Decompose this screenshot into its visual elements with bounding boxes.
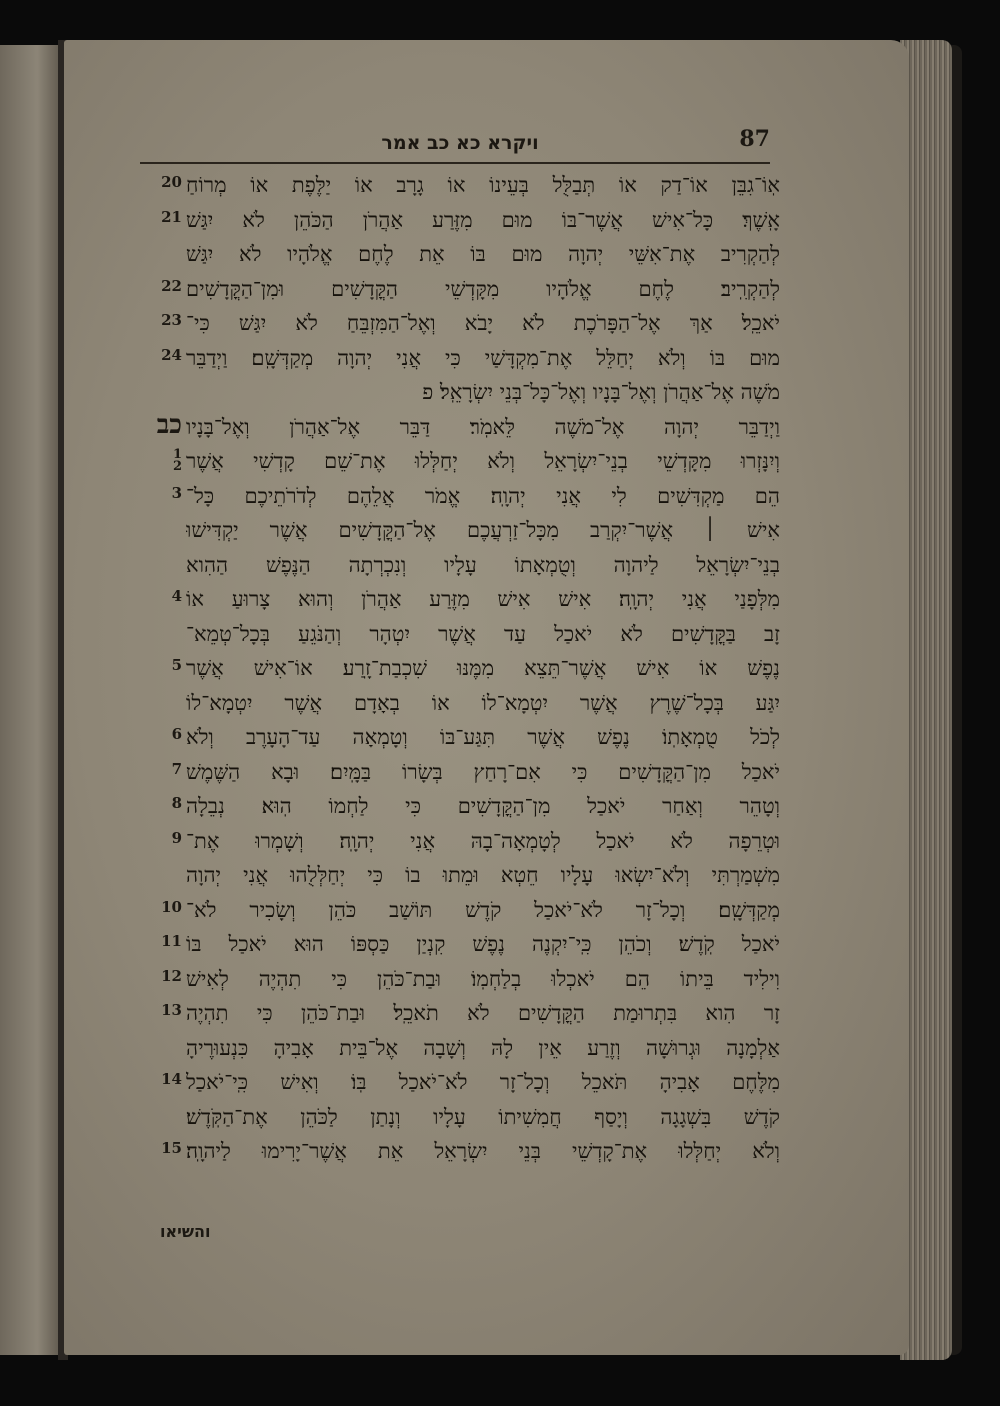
hebrew-text: וְיִנָּזְרוּ מִקָּדְשֵׁי בְנֵי־יִשְׂרָאֵל וְלֹא יְחַלְּלוּ אֶת־שֵׁם קָדְשִׁי אֲשֶׁר	[186, 449, 780, 473]
text-line	[140, 1065, 780, 1100]
verse-number: 24	[161, 345, 182, 364]
text-line	[140, 824, 780, 859]
text-line	[140, 444, 780, 479]
hebrew-text: מִלֶּחֶם אָבִיהָ תֹּאכֵל וְכָל־זָר לֹא־יֹאכַל בּֽוֹ׃ וְאִישׁ כִּֽי־יֹאכַל	[186, 1070, 780, 1094]
text-line	[140, 1134, 780, 1169]
text-line	[140, 548, 780, 583]
text-line	[140, 720, 780, 755]
text-line	[140, 306, 780, 341]
hebrew-text: יֹאכַל קֹֽדֶשׁ׃ וְכֹהֵן כִּֽי־יִקְנֶה נֶפֶשׁ קִנְיַן כַּסְפּוֹ הוּא יֹאכַל בּוֹ	[186, 932, 780, 956]
hebrew-text: וְטָהֵר וְאַחַר יֹאכַל מִן־הַקֳּדָשִׁים כִּי לַחְמוֹ הֽוּא׃ נְבֵלָה	[186, 794, 780, 818]
text-line	[140, 203, 780, 238]
hebrew-text: וַיְדַבֵּר יְהוָה אֶל־מֹשֶׁה לֵּאמֹֽר׃ דַּבֵּר אֶל־אַהֲרֹן וְאֶל־בָּנָיו	[186, 414, 780, 439]
verse-number: 14	[161, 1070, 182, 1088]
hebrew-text: וּטְרֵפָה לֹא יֹאכַל לְטָמְאָה־בָהּ אֲנִי יְהוָֽה׃ וְשָׁמְרוּ אֶת־	[186, 828, 780, 853]
verse-number: 12	[161, 966, 182, 985]
text-line	[140, 582, 780, 617]
verse-number: 5	[171, 656, 182, 674]
hebrew-text: אָֽשֶׁךְ׃ כָּל־אִישׁ אֲשֶׁר־בּוֹ מוּם מִזֶּרַע אַהֲרֹן הַכֹּהֵן לֹא יִגַּשׁ	[186, 207, 780, 232]
text-line	[140, 237, 780, 272]
hebrew-text: זָר הִוא בִּתְרוּמַת הַקֳּדָשִׁים לֹא תֹאכֵֽל׃ וּבַת־כֹּהֵן כִּי תִהְיֶה	[186, 1001, 780, 1025]
text-line	[140, 927, 780, 962]
hebrew-text: וְלֹא יְחַלְּלוּ אֶת־קָדְשֵׁי בְּנֵי יִשְׂרָאֵל אֵת אֲשֶׁר־יָרִימוּ לַיהוָֽה׃	[186, 1139, 780, 1163]
text-line	[140, 479, 780, 514]
header-rule	[140, 162, 770, 164]
verse-number: 8	[171, 794, 182, 812]
text-block	[140, 168, 780, 1169]
hebrew-text: יִגַּע בְּכָל־שֶׁרֶץ אֲשֶׁר יִטְמָא־לוֹ אוֹ בְאָדָם אֲשֶׁר יִטְמָא־לוֹ	[186, 690, 780, 715]
text-line	[140, 410, 780, 445]
hebrew-text: לְכֹל טֻמְאָתֽוֹ׃ נֶפֶשׁ אֲשֶׁר תִּגַּע־בּוֹ וְטָמְאָה עַד־הָעָרֶב וְלֹא	[186, 725, 780, 749]
hebrew-text: מוּם בּוֹ וְלֹא יְחַלֵּל אֶת־מִקְדָּשַׁי כִּי אֲנִי יְהוָה מְקַדְּשָֽׁם׃ וַיְדַבֵּר	[186, 345, 780, 370]
verse-number: 13	[161, 1001, 182, 1019]
text-line	[140, 513, 780, 548]
text-line	[140, 858, 780, 893]
page-header	[150, 126, 770, 166]
text-line	[140, 962, 780, 997]
text-line	[140, 1031, 780, 1066]
verse-number: 22	[161, 276, 182, 295]
running-head: ויקרא כא כב אמר	[381, 132, 539, 154]
verse-number: 20	[161, 173, 182, 191]
text-line	[140, 168, 780, 203]
hebrew-text: קֹדֶשׁ בִּשְׁגָגָה וְיָסַף חֲמִשִׁיתוֹ עָלָיו וְנָתַן לַכֹּהֵן אֶת־הַקֹּֽדֶשׁ׃	[186, 1104, 780, 1129]
verse-number: 3	[171, 483, 182, 502]
verse-number: 21	[161, 207, 182, 226]
verse-number: 7	[171, 759, 182, 778]
hebrew-text: לְהַקְרִיב אֶת־אִשֵּׁי יְהוָה מוּם בּוֹ אֵת לֶחֶם אֱלֹהָיו לֹא יִגַּשׁ	[186, 242, 780, 266]
hebrew-text: מִלְּפָנַי אֲנִי יְהוָֽה׃ אִישׁ אִישׁ מִזֶּרַע אַהֲרֹן וְהוּא צָרוּעַ אוֹ	[186, 587, 780, 611]
hebrew-text: לְהַקְרִֽיב׃ לֶחֶם אֱלֹהָיו מִקָּדְשֵׁי הַקֳּדָשִׁים וּמִן־הַקֳּדָשִׁים	[186, 276, 780, 301]
hebrew-text: מֹשֶׁה אֶל־אַהֲרֹן וְאֶל־בָּנָיו וְאֶל־כָּל־בְּנֵי יִשְׂרָאֵֽל׃ פ	[422, 380, 780, 404]
verse-number	[140, 449, 182, 474]
verse-number: 4	[171, 587, 182, 605]
hebrew-text: אֽוֹ־גִבֵּן אוֹ־דַק אוֹ תְּבַלֻּל בְּעֵינוֹ אוֹ גָרָב אוֹ יַלֶּפֶת אוֹ מְרוֹחַ	[186, 173, 780, 197]
left-page-edge	[0, 45, 62, 1355]
verse-number: 6	[171, 725, 182, 743]
text-line	[140, 789, 780, 824]
verse-number-stack: 1 2	[172, 447, 182, 474]
text-line	[140, 617, 780, 652]
verse-number: 23	[161, 311, 182, 329]
text-line	[140, 893, 780, 928]
catchword: והשיאו	[160, 1222, 211, 1241]
verse-number: 9	[171, 828, 182, 847]
text-line	[140, 1100, 780, 1135]
text-line	[140, 272, 780, 307]
hebrew-text: נֶפֶשׁ אוֹ אִישׁ אֲשֶׁר־תֵּצֵא מִמֶּנּוּ שִׁכְבַת־זָֽרַע׃ אוֹ־אִישׁ אֲשֶׁר	[186, 656, 780, 680]
verse-number: 15	[161, 1139, 182, 1157]
hebrew-text: מִשְׁמַרְתִּי וְלֹא־יִשְׂאוּ עָלָיו חֵטְא וּמֵתוּ בוֹ כִּי יְחַלְּלֻהוּ אֲנִי יְהוָה	[186, 863, 780, 887]
text-line	[140, 341, 780, 376]
hebrew-text: הֵם מַקְדִּשִׁים לִי אֲנִי יְהוָֽה׃ אֱמֹר אֲלֵהֶם לְדֹרֹתֵיכֶם כָּל־	[186, 483, 780, 508]
hebrew-text: בְנֵי־יִשְׂרָאֵל לַיהוָה וְטֻמְאָתוֹ עָלָיו וְנִכְרְתָה הַנֶּפֶשׁ הַהִוא	[186, 552, 780, 577]
text-line	[140, 686, 780, 721]
text-line	[140, 755, 780, 790]
text-line	[140, 375, 780, 410]
hebrew-text: יֹאכֵֽל׃ אַךְ אֶל־הַפָּרֹכֶת לֹא יָבֹא וְאֶל־הַמִּזְבֵּחַ לֹא יִגַּשׁ כִּי־	[186, 311, 780, 335]
hebrew-text: אִישׁ ׀ אֲשֶׁר־יִקְרַב מִכָּל־זַרְעֲכֶם אֶל־הַקֳּדָשִׁים אֲשֶׁר יַקְדִּישׁוּ	[186, 518, 780, 542]
hebrew-text: וִילִיד בֵּיתוֹ הֵם יֹאכְלוּ בְלַחְמֽוֹ׃ וּבַת־כֹּהֵן כִּי תִהְיֶה לְאִישׁ	[186, 966, 780, 991]
hebrew-text: מְקַדְּשָֽׁם׃ וְכָל־זָר לֹא־יֹאכַל קֹדֶשׁ תּוֹשַׁב כֹּהֵן וְשָׂכִיר לֹא־	[186, 897, 780, 922]
text-line	[140, 651, 780, 686]
hebrew-text: יֹאכַל מִן־הַקֳּדָשִׁים כִּי אִם־רָחַץ בְּשָׂרוֹ בַּמָּֽיִם׃ וּבָא הַשֶּׁמֶשׁ	[186, 759, 780, 784]
text-line	[140, 996, 780, 1031]
verse-number: 10	[161, 897, 182, 916]
chapter-number: כב	[156, 409, 182, 440]
hebrew-text: זָב בַּקֳּדָשִׁים לֹא יֹאכַל עַד אֲשֶׁר יִטְהָר וְהַנֹּגֵעַ בְּכָל־טְמֵא־	[186, 621, 780, 646]
page-number: 87	[739, 126, 770, 152]
verse-number: 11	[161, 932, 182, 950]
hebrew-text: אַלְמָנָה וּגְרוּשָׁה וְזֶרַע אֵין לָהּ וְשָׁבָה אֶל־בֵּית אָבִיהָ כִּנְעוּרֶיהָ	[186, 1035, 780, 1060]
